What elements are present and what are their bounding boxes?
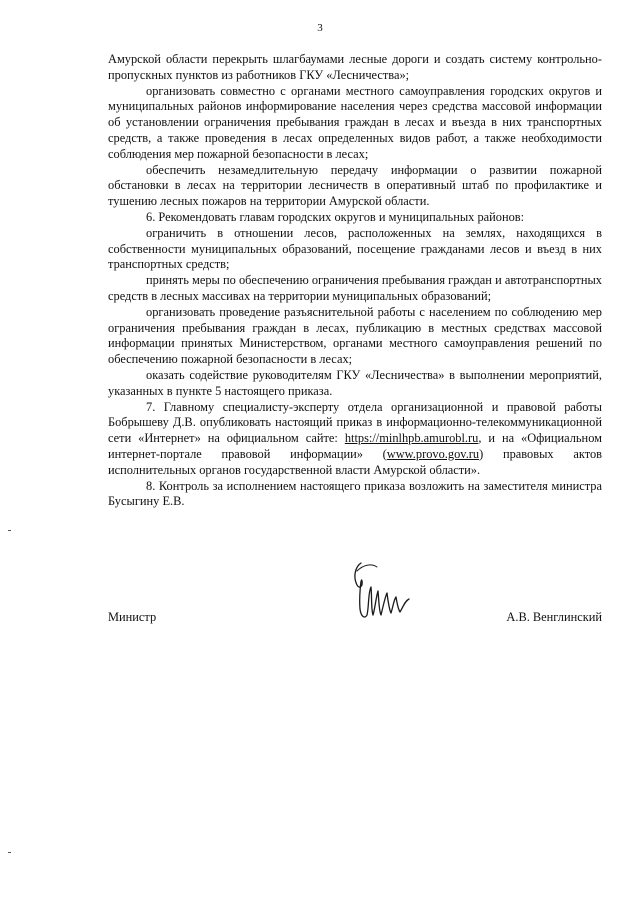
paragraph-item-7-text-c: ) правовых актов исполнительных органов государственной власти Амурской области».	[108, 446, 602, 477]
signer-name: А.В. Венглинский	[506, 610, 602, 624]
paragraph-transfer-information: обеспечить незамедлительную передачу информации о развитии пожарной обстановки в лесах на территории лесничеств в оперативный штаб по профилактике и тушению лесных пожаров на территории Амурской области.	[108, 162, 602, 209]
scan-artifact	[8, 852, 11, 853]
scan-artifact	[8, 530, 11, 531]
paragraph-item-8: 8. Контроль за исполнением настоящего приказа возложить на заместителя министра Бусыгину Е.В.	[108, 478, 602, 509]
paragraph-item-6: 6. Рекомендовать главам городских округов и муниципальных районов:	[146, 209, 525, 224]
paragraph-item-7-text-b: , и на «Официальном интернет-портале правовой информации» (	[108, 431, 602, 461]
link-provo[interactable]: www.provo.gov.ru	[386, 446, 480, 461]
paragraph-assist-forestries: оказать содействие руководителям ГКУ «Лесничества» в выполнении мероприятий, указанных в пункте 5 настоящего приказа.	[108, 367, 602, 398]
signer-title: Министр	[108, 610, 157, 624]
paragraph-continuation: Амурской области перекрыть шлагбаумами лесные дороги и создать систему контрольно-пропускных пунктов из работников ГКУ «Лесничества»;	[108, 52, 602, 82]
paragraph-inform-population: организовать совместно с органами местного самоуправления городских округов и муниципальных районов информирование населения через средства массовой информации об установлении ограничения пребывания граждан в лесах и въезда в них транспортных средств, а также проведения в лесах определенных видов работ, а также необходимости соблюдения мер пожарной безопасности в лесах;	[108, 83, 602, 161]
paragraph-take-measures: принять меры по обеспечению ограничения пребывания граждан и автотранспортных средств в лесных массивах на территории муниципальных образований;	[108, 273, 602, 303]
page-number: 3	[317, 22, 323, 34]
paragraph-item-7-text-a: 7. Главному специалисту-эксперту отдела организационной и правовой работы Бобрышеву Д.В. опубликовать настоящий приказ в информационно-телекоммуникационной сети «Интернет» на официальном сайте:	[108, 399, 602, 446]
document-body	[108, 52, 602, 510]
signature-image	[347, 557, 417, 627]
paragraph-item-7	[108, 400, 602, 479]
link-minlhpb[interactable]: https://minlhpb.amurobl.ru	[344, 431, 479, 446]
paragraph-restrict-forests: ограничить в отношении лесов, расположенных на землях, находящихся в собственности муниципальных образований, посещение гражданами лесов и въезд в них транспортных средств;	[108, 225, 602, 272]
paragraph-explanatory-work: организовать проведение разъяснительной работы с населением по соблюдению мер ограничения пребывания граждан в лесах, публикацию в местных средствах массовой информации принятых Министерством, органами местного самоуправления решений по обеспечению пожарной безопасности в лесах;	[108, 304, 602, 367]
